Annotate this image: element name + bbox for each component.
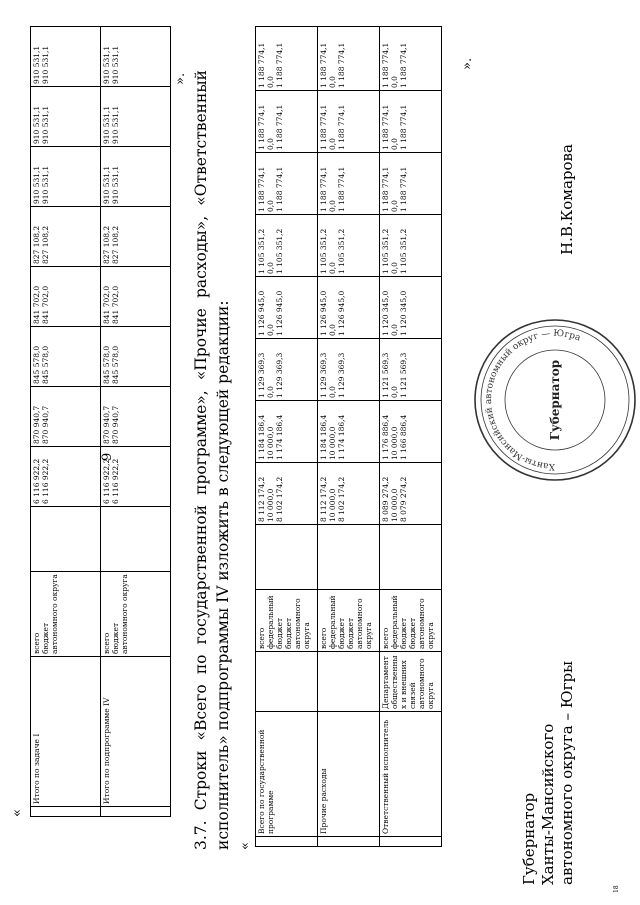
table-amended-rows — [255, 26, 442, 847]
value-cell: 910 531,1 910 531,1 — [101, 87, 171, 147]
spacer-cell — [31, 507, 101, 572]
value-cell: 910 531,1 910 531,1 — [31, 87, 101, 147]
funding-source-cell: всего бюджет автономного округа — [101, 572, 171, 657]
executor-cell — [318, 652, 380, 712]
value-cell: 1 188 774,1 0,0 1 188 774,1 — [318, 91, 380, 153]
svg-text:Ханты-Мансийский автономный ок: Ханты-Мансийский автономный округ — Югра — [483, 328, 582, 472]
value-cell: 1 120 345,0 0,0 1 120 345,0 — [380, 277, 442, 339]
page-number: 9 — [100, 452, 115, 461]
table-row — [380, 27, 442, 847]
funding-source-cell: всего федеральный бюджет бюджет автономного округа — [256, 590, 318, 652]
value-cell: 1 184 186,4 10 000,0 1 174 186,4 — [256, 401, 318, 463]
blank-cell — [318, 837, 380, 847]
footnote-number: 18 — [613, 885, 620, 893]
official-seal — [470, 315, 640, 485]
funding-source-cell: всего бюджет автономного округа — [31, 572, 101, 657]
blank-cell — [380, 837, 442, 847]
value-cell: 1 188 774,1 0,0 1 188 774,1 — [256, 91, 318, 153]
row-label: Итого по подпрограмме IV — [101, 657, 171, 807]
table-row — [256, 27, 318, 847]
signatory-position: Губернатор Ханты-Мансийского автономного округа – Югры — [520, 660, 576, 885]
row-label: Всего по государственной программе — [256, 712, 318, 837]
spacer-cell — [318, 525, 380, 590]
blank-cell — [101, 807, 171, 817]
value-cell: 870 940,7 870 940,7 — [31, 387, 101, 447]
open-quote-2: « — [238, 842, 253, 850]
value-cell: 1 126 945,0 0,0 1 126 945,0 — [256, 277, 318, 339]
value-cell: 1 176 886,4 10 000,0 1 166 886,4 — [380, 401, 442, 463]
value-cell: 910 531,1 910 531,1 — [101, 147, 171, 207]
value-cell: 1 129 369,3 0,0 1 129 369,3 — [318, 339, 380, 401]
value-cell: 8 089 274,2 10 000,0 8 079 274,2 — [380, 463, 442, 525]
value-cell: 910 531,1 910 531,1 — [101, 27, 171, 87]
value-cell: 1 188 774,1 0,0 1 188 774,1 — [256, 27, 318, 91]
open-quote-1: « — [10, 809, 25, 817]
value-cell: 910 531,1 910 531,1 — [31, 147, 101, 207]
table-row — [101, 27, 171, 817]
close-quote-1: ». — [173, 72, 188, 85]
table-row — [31, 27, 101, 817]
spacer-cell — [380, 525, 442, 590]
funding-source-cell: всего федеральный бюджет бюджет автономного округа — [318, 590, 380, 652]
value-cell: 845 578,0 845 578,0 — [31, 327, 101, 387]
value-cell: 1 126 945,0 0,0 1 126 945,0 — [318, 277, 380, 339]
value-cell: 1 121 569,3 0,0 1 121 569,3 — [380, 339, 442, 401]
value-cell: 827 108,2 827 108,2 — [31, 207, 101, 267]
close-quote-2: ». — [460, 57, 475, 70]
table-continuation — [30, 26, 171, 817]
value-cell: 841 702,0 841 702,0 — [31, 267, 101, 327]
value-cell: 827 108,2 827 108,2 — [101, 207, 171, 267]
value-cell: 8 112 174,2 10 000,0 8 102 174,2 — [256, 463, 318, 525]
amendment-clause: 3.7. Строки «Всего по государственной программе», «Прочие расходы», «Ответственный исполнитель» подпрограммы IV изложить в следующей редакции: — [192, 70, 232, 850]
value-cell: 1 105 351,2 0,0 1 105 351,2 — [256, 215, 318, 277]
value-cell: 1 129 369,3 0,0 1 129 369,3 — [256, 339, 318, 401]
value-cell: 1 105 351,2 0,0 1 105 351,2 — [318, 215, 380, 277]
funding-source-cell: всего федеральный бюджет бюджет автономного округа — [380, 590, 442, 652]
spacer-cell — [101, 507, 171, 572]
svg-text:Губернатор: Губернатор — [548, 359, 562, 441]
row-label: Прочие расходы — [318, 712, 380, 837]
value-cell: 841 702,0 841 702,0 — [101, 267, 171, 327]
value-cell: 1 188 774,1 0,0 1 188 774,1 — [380, 91, 442, 153]
value-cell: 1 188 774,1 0,0 1 188 774,1 — [256, 153, 318, 215]
value-cell: 910 531,1 910 531,1 — [31, 27, 101, 87]
value-cell: 1 188 774,1 0,0 1 188 774,1 — [380, 27, 442, 91]
value-cell: 1 184 186,4 10 000,0 1 174 186,4 — [318, 401, 380, 463]
value-cell: 6 116 922,2 6 116 922,2 — [101, 447, 171, 507]
executor-cell — [256, 652, 318, 712]
value-cell: 6 116 922,2 6 116 922,2 — [31, 447, 101, 507]
blank-cell — [256, 837, 318, 847]
table-row — [318, 27, 380, 847]
blank-cell — [31, 807, 101, 817]
value-cell: 8 112 174,2 10 000,0 8 102 174,2 — [318, 463, 380, 525]
row-label: Итого по задаче I — [31, 657, 101, 807]
value-cell: 870 940,7 870 940,7 — [101, 387, 171, 447]
value-cell: 1 188 774,1 0,0 1 188 774,1 — [318, 27, 380, 91]
executor-cell: Департамент общественных и внешних связей автономного округа — [380, 652, 442, 712]
value-cell: 1 105 351,2 0,0 1 105 351,2 — [380, 215, 442, 277]
value-cell: 1 188 774,1 0,0 1 188 774,1 — [318, 153, 380, 215]
value-cell: 1 188 774,1 0,0 1 188 774,1 — [380, 153, 442, 215]
value-cell: 845 578,0 845 578,0 — [101, 327, 171, 387]
row-label: Ответственный исполнитель — [380, 712, 442, 837]
signatory-name: Н.В.Комарова — [558, 144, 576, 255]
spacer-cell — [256, 525, 318, 590]
